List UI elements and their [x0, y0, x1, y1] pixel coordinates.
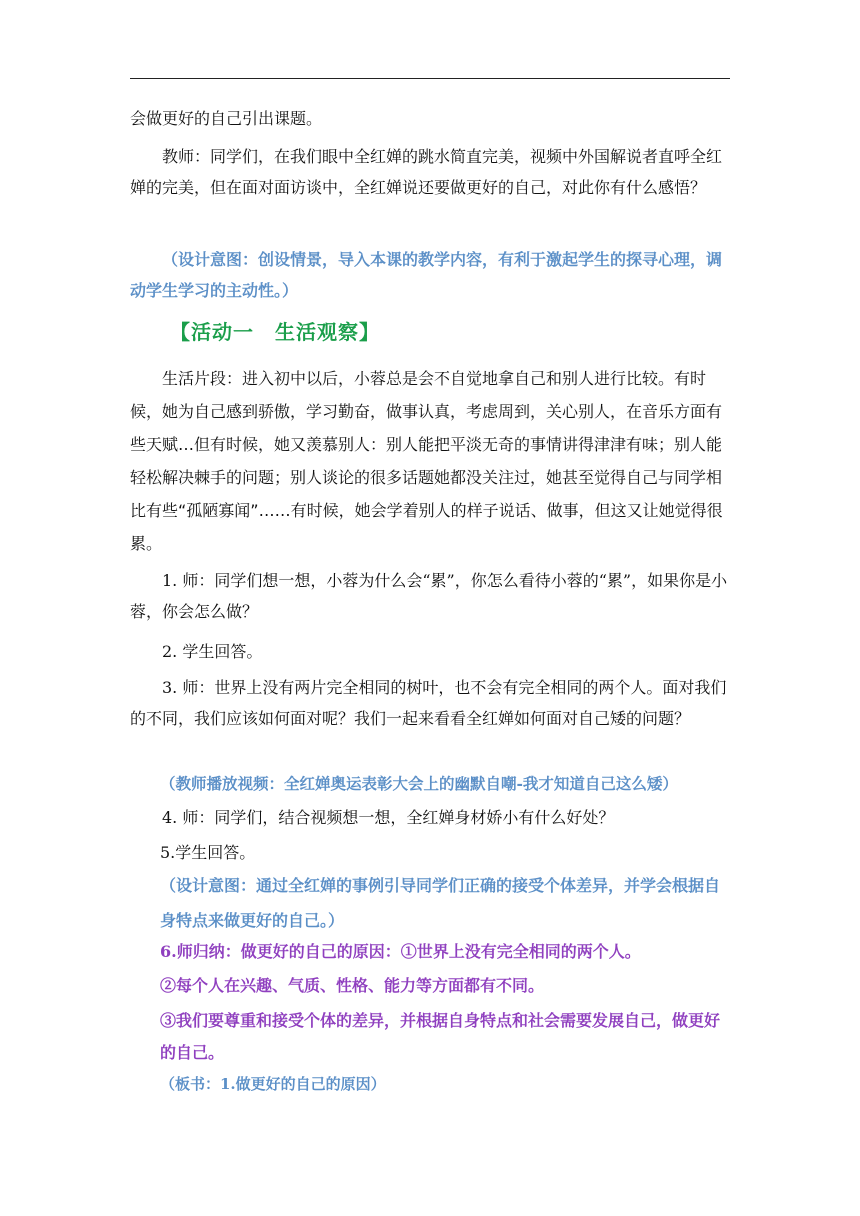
- life-clip: 生活片段：进入初中以后，小蓉总是会不自觉地拿自己和别人进行比较。有时候，她为自己感到骄傲，学习勤奋，做事认真，考虑周到，关心别人，在音乐方面有些天赋…但有时候，她又羡慕别人：别人能把平淡无奇的事情讲得津津有味；别人能轻松解决棘手的问题；别人谈论的很多话题她都没关注过，她甚至觉得自己与同学相比有些“孤陋寡闻”……有时候，她会学着别人的样子说话、做事，但这又让她觉得很累。: [130, 369, 723, 553]
- activity-title: 【活动一 生活观察】: [170, 320, 380, 344]
- intro-tail: 会做更好的自己引出课题。: [130, 109, 323, 128]
- step-4: 4. 师：同学们，结合视频想一想，全红婵身材娇小有什么好处？: [162, 808, 615, 827]
- teacher-question: 教师：同学们，在我们眼中全红婵的跳水简直完美，视频中外国解说者直呼全红婵的完美，但在面对面访谈中，全红婵说还要做更好的自己，对此你有什么感悟？: [130, 147, 723, 197]
- design-intent-1: （设计意图：创设情景，导入本课的教学内容，有利于激起学生的探寻心理，调动学生学习的主动性。）: [130, 250, 723, 300]
- step-3: 3. 师：世界上没有两片完全相同的树叶，也不会有完全相同的两个人。面对我们的不同，我们应该如何面对呢？我们一起来看看全红婵如何面对自己矮的问题？: [130, 678, 727, 728]
- video-note: （教师播放视频：全红婵奥运表彰大会上的幽默自嘲-我才知道自己这么矮）: [160, 774, 678, 793]
- design-intent-2: （设计意图：通过全红婵的事例引导同学们正确的接受个体差异，并学会根据自身特点来做更好的自己。）: [160, 876, 721, 930]
- step-1: 1. 师：同学们想一想，小蓉为什么会“累”，你怎么看待小蓉的“累”，如果你是小蓉，你会怎么做？: [130, 571, 728, 621]
- step-2: 2. 学生回答。: [162, 642, 263, 661]
- step-5: 5.学生回答。: [160, 843, 256, 862]
- header-rule: [130, 78, 730, 79]
- summary-line-1: 6.师归纳：做更好的自己的原因：①世界上没有完全相同的两个人。: [160, 942, 641, 961]
- summary-line-2: ②每个人在兴趣、气质、性格、能力等方面都有不同。: [160, 976, 545, 995]
- board-note: （板书：1.做更好的自己的原因）: [160, 1075, 386, 1093]
- summary-line-3: ③我们要尊重和接受个体的差异，并根据自身特点和社会需要发展自己，做更好的自己。: [160, 1011, 721, 1062]
